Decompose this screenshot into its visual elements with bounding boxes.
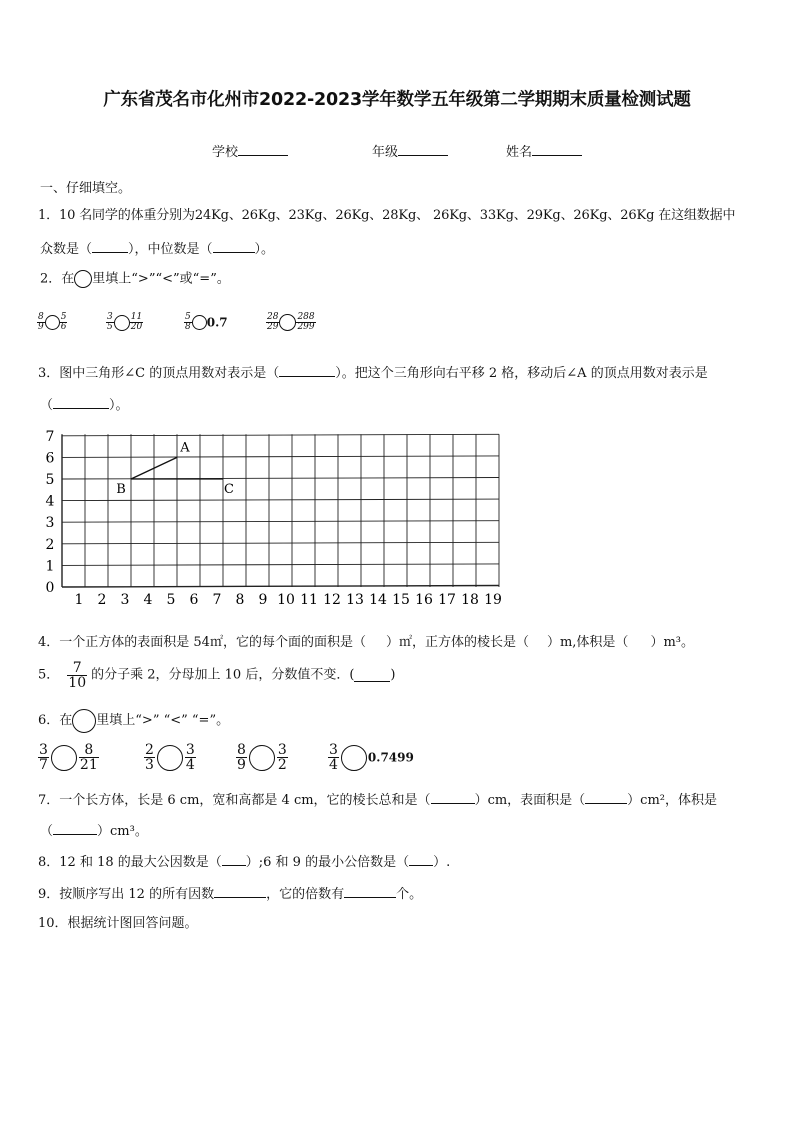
- name-field: [506, 141, 582, 160]
- y-tick-label: 5: [45, 472, 55, 488]
- q5-answer-blank[interactable]: [354, 669, 390, 682]
- compare-circle[interactable]: [249, 745, 275, 771]
- q8-gcd-blank[interactable]: [222, 853, 246, 866]
- compare-circle[interactable]: [192, 315, 207, 330]
- fraction-denominator: 10: [68, 675, 87, 691]
- q2-prefix: 2．在: [40, 271, 75, 287]
- x-tick-label: 4: [143, 592, 153, 608]
- question-1-line-1: 1．10 名同学的体重分别为24Kg、26Kg、23Kg、26Kg、28Kg、 26Kg、33Kg、29Kg、26Kg、26Kg 在这组数据中: [38, 208, 736, 223]
- section-heading: 一、仔细填空。: [40, 181, 132, 196]
- q2-item-2: [106, 313, 143, 332]
- q2-item-1: [37, 313, 67, 332]
- x-tick-label: 2: [97, 592, 107, 608]
- grid-horizontal-line: [62, 564, 499, 566]
- fraction-denominator: 2: [277, 757, 287, 773]
- y-tick-label: 6: [45, 450, 55, 467]
- q9-text-c: 个。: [396, 887, 423, 902]
- fraction-denominator: 9: [38, 322, 44, 332]
- grade-blank[interactable]: [398, 143, 448, 156]
- q9-factors-blank[interactable]: [214, 885, 266, 898]
- q1-mode-blank[interactable]: [92, 240, 128, 253]
- q8-text-c: ）.: [433, 855, 451, 870]
- q6-item-3: [236, 743, 288, 772]
- fraction-numerator: 8: [84, 742, 94, 758]
- x-tick-label: 18: [461, 592, 479, 608]
- fraction-numerator: 3: [329, 742, 338, 758]
- x-tick-label: 19: [484, 592, 502, 608]
- q4-text-d: ）m³。: [650, 635, 694, 650]
- grid-horizontal-line: [62, 586, 499, 588]
- fraction-numerator: 3: [107, 312, 113, 322]
- y-tick-label: 7: [45, 428, 55, 445]
- vertex-label: B: [116, 482, 126, 497]
- fraction-numerator: 3: [39, 742, 48, 758]
- q3-a-blank[interactable]: [53, 396, 109, 409]
- q6-item-2: [144, 743, 196, 772]
- grade-field: [372, 141, 448, 160]
- circle-icon: [74, 270, 92, 288]
- vertex-label: C: [224, 482, 234, 497]
- question-8: [38, 853, 450, 871]
- school-field: [212, 141, 288, 160]
- compare-circle[interactable]: [51, 745, 77, 771]
- fraction-numerator: 3: [185, 742, 195, 758]
- fraction-denominator: 20: [130, 322, 143, 332]
- question-9: [38, 885, 422, 903]
- question-6: [38, 709, 229, 733]
- q7-surface-blank[interactable]: [585, 791, 627, 804]
- fraction-numerator: 8: [38, 312, 44, 322]
- q5-end: ): [390, 667, 396, 683]
- grid-horizontal-line: [62, 456, 499, 458]
- y-tick-label: 2: [45, 536, 55, 553]
- x-tick-label: 8: [235, 592, 245, 608]
- question-4: [38, 635, 694, 651]
- q5-text: 的分子乘 2，分母加上 10 后，分数值不变．(: [91, 667, 355, 683]
- q6-item-4: [328, 743, 414, 772]
- question-1-line-2: [40, 240, 274, 258]
- q7-text-e: ）cm³。: [97, 824, 148, 839]
- q4-text-c: ）m,体积是（: [546, 635, 629, 650]
- q1-text-c: ）。: [254, 242, 275, 257]
- page-title: 广东省茂名市化州市2022-2023学年数学五年级第二学期期末质量检测试题: [103, 90, 691, 110]
- compare-circle[interactable]: [279, 314, 296, 331]
- fraction-denominator: 6: [60, 322, 67, 332]
- q3-text-b: ）。把这个三角形向右平移 2 格，移动后∠A 的顶点用数对表示是: [335, 366, 708, 381]
- name-blank[interactable]: [532, 143, 582, 156]
- q2-item-3: [184, 313, 228, 332]
- q6-item-1: [38, 743, 99, 772]
- y-tick-label: 4: [45, 493, 55, 510]
- name-label: 姓名: [506, 145, 533, 160]
- x-tick-label: 17: [438, 592, 456, 608]
- fraction-denominator: 3: [145, 757, 154, 773]
- circle-icon: [72, 709, 96, 733]
- grid-horizontal-line: [62, 434, 499, 436]
- grid-horizontal-line: [62, 542, 499, 544]
- q4-text-b: ）㎡，正方体的棱长是（: [385, 635, 529, 650]
- q2-item-4: [266, 313, 316, 332]
- question-10: 10．根据统计图回答问题。: [38, 916, 198, 931]
- q4-text-a: 4．一个正方体的表面积是 54㎡，它的每个面的面积是（: [38, 635, 366, 650]
- fraction-denominator: 7: [39, 757, 48, 773]
- fraction-numerator: 8: [237, 742, 246, 758]
- q8-text-a: 8．12 和 18 的最大公因数是（: [38, 855, 222, 870]
- grid-lines: [62, 434, 499, 587]
- x-tick-label: 11: [300, 592, 318, 608]
- decimal-value: 0.7: [206, 315, 228, 330]
- compare-circle[interactable]: [114, 315, 130, 331]
- fraction-denominator: 9: [237, 757, 246, 773]
- q6-prefix: 6．在: [38, 713, 73, 728]
- y-axis-labels: [46, 429, 55, 596]
- fraction-denominator: 8: [185, 322, 191, 332]
- fraction-denominator: 29: [267, 322, 279, 332]
- question-7-line-1: [38, 791, 717, 809]
- compare-circle[interactable]: [341, 745, 367, 771]
- y-tick-label: 0: [45, 580, 55, 596]
- q3-text-c: （: [40, 398, 54, 413]
- q3-c-blank[interactable]: [279, 364, 335, 377]
- fraction-numerator: 28: [267, 312, 279, 322]
- coordinate-grid: [40, 422, 510, 608]
- school-blank[interactable]: [238, 143, 288, 156]
- q9-multiples-blank[interactable]: [344, 885, 396, 898]
- question-3-line-1: [38, 364, 708, 382]
- grade-label: 年级: [372, 145, 399, 160]
- x-tick-label: 1: [74, 592, 84, 608]
- fraction-denominator: 299: [297, 322, 315, 332]
- q1-median-blank[interactable]: [213, 240, 255, 253]
- x-tick-label: 14: [369, 592, 387, 608]
- q8-lcm-blank[interactable]: [409, 853, 433, 866]
- x-tick-label: 5: [166, 592, 176, 608]
- fraction-denominator: 21: [79, 757, 98, 773]
- question-5: [38, 661, 395, 690]
- x-axis-labels: [75, 592, 502, 608]
- question-3-line-2: [40, 396, 129, 414]
- q7-text-b: ）cm，表面积是（: [474, 793, 586, 808]
- fraction-denominator: 4: [185, 757, 195, 773]
- q9-text-a: 9．按顺序写出 12 的所有因数: [38, 887, 215, 902]
- triangle-abc: [116, 440, 234, 497]
- fraction-numerator: 3: [277, 742, 287, 758]
- decimal-value: 0.7499: [367, 750, 414, 765]
- q6-suffix: 里填上“>” “<” “=”。: [96, 713, 230, 728]
- compare-circle[interactable]: [157, 745, 183, 771]
- x-tick-label: 3: [120, 592, 130, 608]
- q1-text-b: ），中位数是（: [128, 242, 213, 257]
- x-tick-label: 6: [189, 592, 199, 608]
- compare-circle[interactable]: [45, 315, 60, 330]
- question-7-line-2: [40, 822, 148, 840]
- q1-text-a: 众数是（: [40, 242, 93, 257]
- q5-prefix: 5．: [38, 667, 60, 683]
- x-tick-label: 12: [323, 592, 341, 608]
- q3-text-a: 3．图中三角形∠C 的顶点用数对表示是（: [38, 366, 280, 381]
- fraction-numerator: 288: [297, 312, 315, 322]
- question-2: [40, 270, 230, 288]
- q3-text-d: ）。: [109, 398, 129, 413]
- x-tick-label: 16: [415, 592, 433, 608]
- fraction-numerator: 11: [130, 312, 143, 322]
- y-tick-label: 1: [45, 558, 55, 575]
- fraction-numerator: 2: [145, 742, 154, 758]
- fraction-numerator: 7: [72, 660, 82, 676]
- fraction-numerator: 5: [185, 312, 191, 322]
- vertex-label: A: [180, 440, 190, 456]
- grid-horizontal-line: [62, 521, 499, 523]
- q7-text-a: 7．一个长方体，长是 6 cm，宽和高都是 4 cm，它的棱长总和是（: [38, 793, 431, 808]
- q2-suffix: 里填上“>”“<”或“=”。: [92, 271, 230, 287]
- school-label: 学校: [212, 145, 239, 160]
- q7-text-d: （: [40, 824, 54, 839]
- q8-text-b: ）;6 和 9 的最小公倍数是（: [245, 855, 410, 870]
- x-tick-label: 13: [346, 592, 364, 608]
- q7-edge-sum-blank[interactable]: [431, 791, 475, 804]
- q7-volume-blank[interactable]: [53, 822, 97, 835]
- fraction-denominator: 4: [329, 757, 338, 773]
- q7-text-c: ）cm²，体积是: [627, 793, 717, 808]
- q9-text-b: ，它的倍数有: [266, 887, 345, 902]
- x-tick-label: 9: [258, 592, 268, 608]
- fraction-numerator: 5: [60, 312, 67, 322]
- fraction-denominator: 5: [107, 322, 113, 332]
- x-tick-label: 15: [392, 592, 410, 608]
- x-tick-label: 7: [212, 592, 222, 608]
- grid-horizontal-line: [62, 499, 499, 501]
- y-tick-label: 3: [45, 515, 55, 532]
- x-tick-label: 10: [277, 592, 295, 608]
- grid-horizontal-line: [62, 478, 499, 480]
